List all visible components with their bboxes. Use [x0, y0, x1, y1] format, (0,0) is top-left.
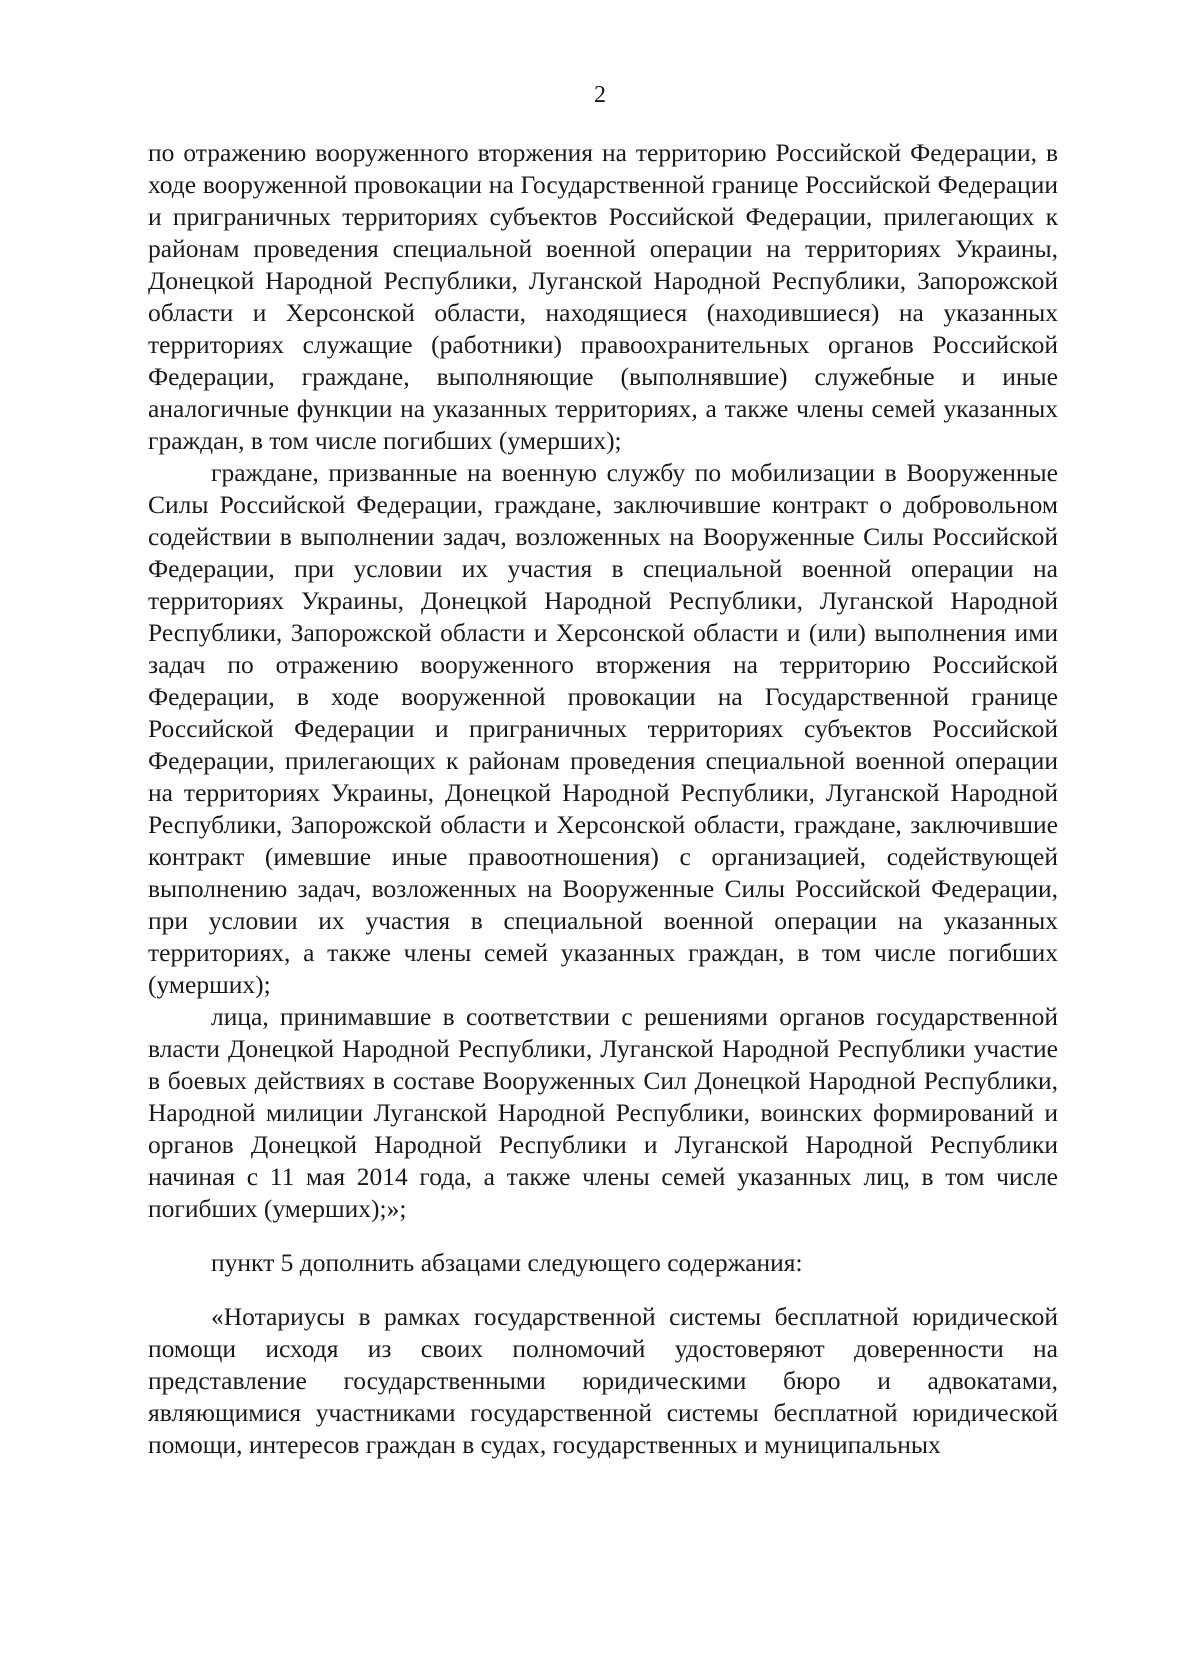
paragraph-notaries: «Нотариусы в рамках государственной системы бесплатной юридической помощи исходя из своих полномочий удостоверяют доверенности на представление государственными юридическими бюро и адвокатами, являющимися участниками государственной системы бесплатной юридической помощи, интересов граждан в судах, государственных и муниципальных [148, 1302, 1058, 1459]
paragraph-clause-5-amendment: пункт 5 дополнить абзацами следующего содержания: [211, 1248, 803, 1277]
paragraph-dnr-lnr-persons: лица, принимавшие в соответствии с решениями органов государственной власти Донецкой Народной Республики, Луганской Народной Республики участие в боевых действиях в составе Вооруженных Сил Донецкой Народной Республики, Народной милиции Луганской Народной Республики, воинских формирований и органов Донецкой Народной Республики и Луганской Народной Республики начиная с 11 мая 2014 года, а также члены семей указанных лиц, в том числе погибших (умерших);»; [148, 1002, 1058, 1223]
paragraph-continuation: по отражению вооруженного вторжения на территорию Российской Федерации, в ходе вооруженной провокации на Государственной границе Российской Федерации и приграничных территориях субъектов Российской Федерации, прилегающих к районам проведения специальной военной операции на территориях Украины, Донецкой Народной Республики, Луганской Народной Республики, Запорожской области и Херсонской области, находящиеся (находившиеся) на указанных территориях служащие (работники) правоохранительных органов Российской Федерации, граждане, выполняющие (выполнявшие) служебные и иные аналогичные функции на указанных территориях, а также члены семей указанных граждан, в том числе погибших (умерших); [148, 138, 1058, 455]
page-number: 2 [594, 82, 606, 108]
paragraph-mobilized-citizens: граждане, призванные на военную службу по мобилизации в Вооруженные Силы Российской Федерации, граждане, заключившие контракт о добровольном содействии в выполнении задач, возложенных на Вооруженные Силы Российской Федерации, при условии их участия в специальной военной операции на территориях Украины, Донецкой Народной Республики, Луганской Народной Республики, Запорожской области и Херсонской области и (или) выполнения ими задач по отражению вооруженного вторжения на территорию Российской Федерации, в ходе вооруженной провокации на Государственной границе Российской Федерации и приграничных территориях субъектов Российской Федерации, прилегающих к районам проведения специальной военной операции на территориях Украины, Донецкой Народной Республики, Луганской Народной Республики, Запорожской области и Херсонской области, граждане, заключившие контракт (имевшие иные правоотношения) с организацией, содействующей выполнению задач, возложенных на Вооруженные Силы Российской Федерации, при условии их участия в специальной военной операции на указанных территориях, а также члены семей указанных граждан, в том числе погибших (умерших); [148, 458, 1058, 999]
document-body [148, 137, 1058, 1461]
